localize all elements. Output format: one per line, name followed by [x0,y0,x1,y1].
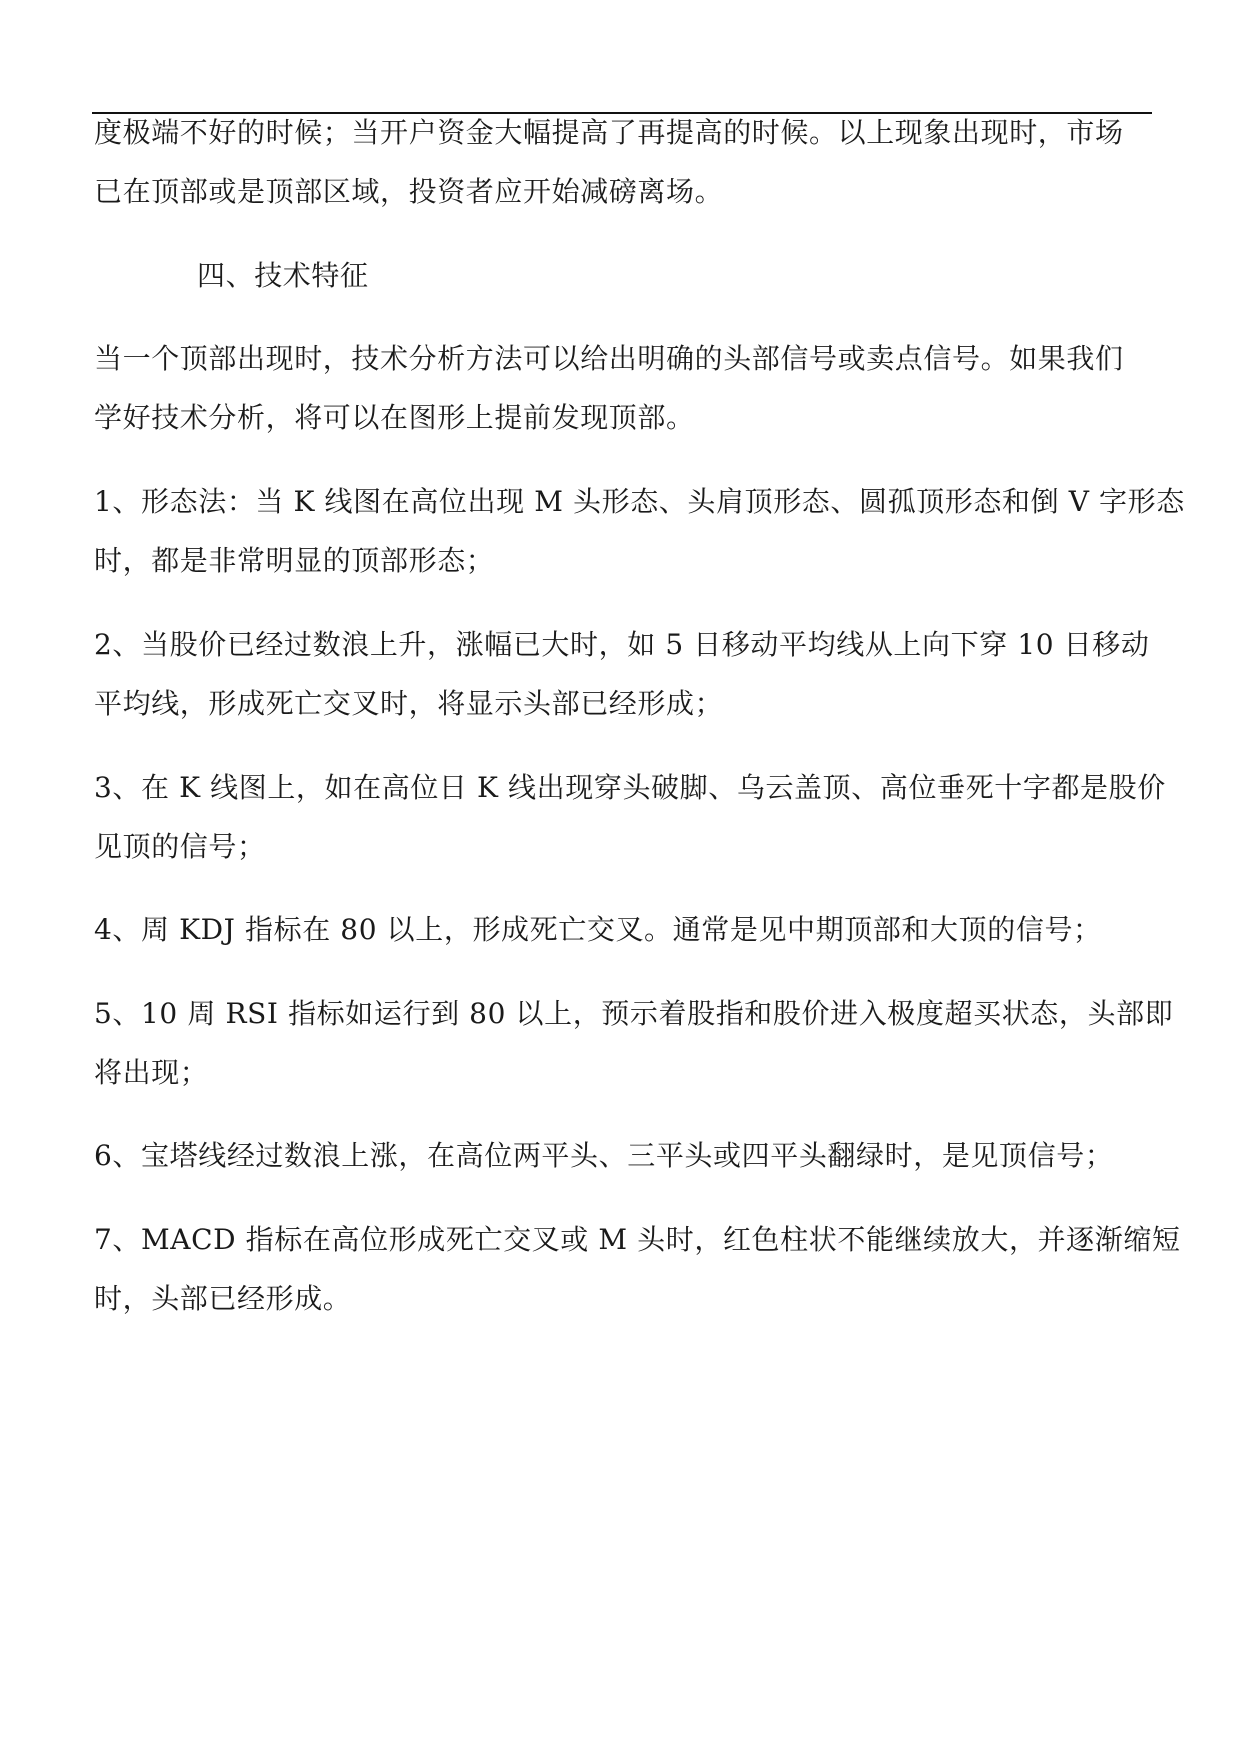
list-item-line: 时，都是非常明显的顶部形态； [94,544,495,577]
text-line: 学好技术分析，将可以在图形上提前发现顶部。 [94,401,695,434]
header-rule [92,112,1152,114]
list-item-line: 1、形态法：当 K 线图在高位出现 M 头形态、头肩顶形态、圆孤顶形态和倒 V 字形态 [94,485,1185,518]
section-heading: 四、技术特征 [197,259,369,292]
text-line: 当一个顶部出现时，技术分析方法可以给出明确的头部信号或卖点信号。如果我们 [94,342,1124,375]
list-item-line: 4、周 KDJ 指标在 80 以上，形成死亡交叉。通常是见中期顶部和大顶的信号； [94,913,1102,946]
text-line: 已在顶部或是顶部区域，投资者应开始减磅离场。 [94,175,724,208]
text-line: 度极端不好的时候；当开户资金大幅提高了再提高的时候。以上现象出现时，市场 [94,116,1124,149]
list-item-line: 3、在 K 线图上，如在高位日 K 线出现穿头破脚、乌云盖顶、高位垂死十字都是股价 [94,771,1166,804]
list-item-line: 将出现； [94,1056,209,1089]
list-item-line: 5、10 周 RSI 指标如运行到 80 以上，预示着股指和股价进入极度超买状态，头部即 [94,997,1174,1030]
list-item-line: 时，头部已经形成。 [94,1282,352,1315]
list-item-line: 平均线，形成死亡交叉时，将显示头部已经形成； [94,687,724,720]
list-item-line: 2、当股价已经过数浪上升，涨幅已大时，如 5 日移动平均线从上向下穿 10 日移动 [94,628,1150,661]
list-item-line: 7、MACD 指标在高位形成死亡交叉或 M 头时，红色柱状不能继续放大，并逐渐缩短 [94,1223,1181,1256]
list-item-line: 见顶的信号； [94,830,266,863]
list-item-line: 6、宝塔线经过数浪上涨，在高位两平头、三平头或四平头翻绿时，是见顶信号； [94,1139,1114,1172]
